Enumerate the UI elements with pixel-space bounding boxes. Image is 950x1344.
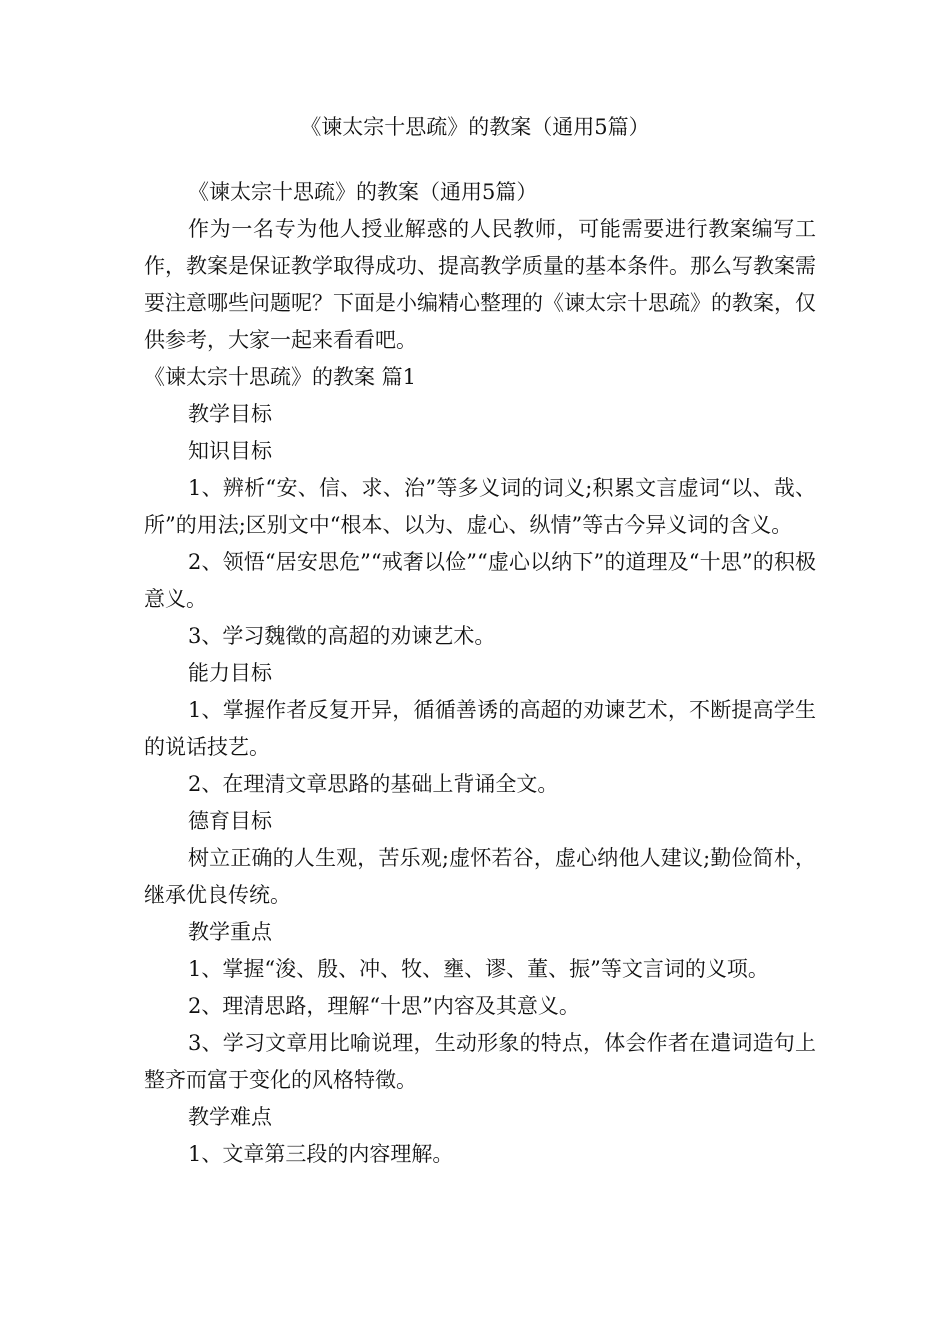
paragraph: 树立正确的人生观，苦乐观;虚怀若谷，虚心纳他人建议;勤俭简朴，继承优良传统。 xyxy=(144,846,816,907)
paragraph: 1、文章第三段的内容理解。 xyxy=(188,1142,454,1166)
paragraph: 德育目标 xyxy=(188,809,272,833)
paragraph: 1、掌握作者反复开异，循循善诱的高超的劝谏艺术，不断提高学生的说话技艺。 xyxy=(144,698,816,759)
paragraph: 教学难点 xyxy=(188,1105,272,1129)
paragraph: 能力目标 xyxy=(188,661,272,685)
section-heading: 《谏太宗十思疏》的教案 篇1 xyxy=(144,365,417,389)
paragraph: 知识目标 xyxy=(188,439,272,463)
paragraph: 2、领悟“居安思危”“戒奢以俭”“虚心以纳下”的道理及“十思”的积极意义。 xyxy=(144,550,816,611)
paragraph: 2、理清思路，理解“十思”内容及其意义。 xyxy=(188,994,580,1018)
paragraph: 《谏太宗十思疏》的教案（通用5篇） xyxy=(188,180,538,204)
document-body xyxy=(144,174,816,1173)
paragraph: 3、学习魏徵的高超的劝谏艺术。 xyxy=(188,624,496,648)
paragraph: 1、掌握“浚、殷、冲、牧、壅、谬、董、振”等文言词的义项。 xyxy=(188,957,769,981)
paragraph: 作为一名专为他人授业解惑的人民教师，可能需要进行教案编写工作，教案是保证教学取得成功、提高教学质量的基本条件。那么写教案需要注意哪些问题呢？下面是小编精心整理的《谏太宗十思疏》的教案，仅供参考，大家一起来看看吧。 xyxy=(144,217,816,352)
paragraph: 1、辨析“安、信、求、治”等多义词的词义;积累文言虚词“以、哉、所”的用法;区别文中“根本、以为、虚心、纵情”等古今异义词的含义。 xyxy=(144,476,816,537)
paragraph: 教学重点 xyxy=(188,920,272,944)
paragraph: 3、学习文章用比喻说理，生动形象的特点，体会作者在遣词造句上整齐而富于变化的风格特徵。 xyxy=(144,1031,816,1092)
document-title: 《谏太宗十思疏》的教案（通用5篇） xyxy=(300,115,650,139)
paragraph: 2、在理清文章思路的基础上背诵全文。 xyxy=(188,772,559,796)
paragraph: 教学目标 xyxy=(188,402,272,426)
